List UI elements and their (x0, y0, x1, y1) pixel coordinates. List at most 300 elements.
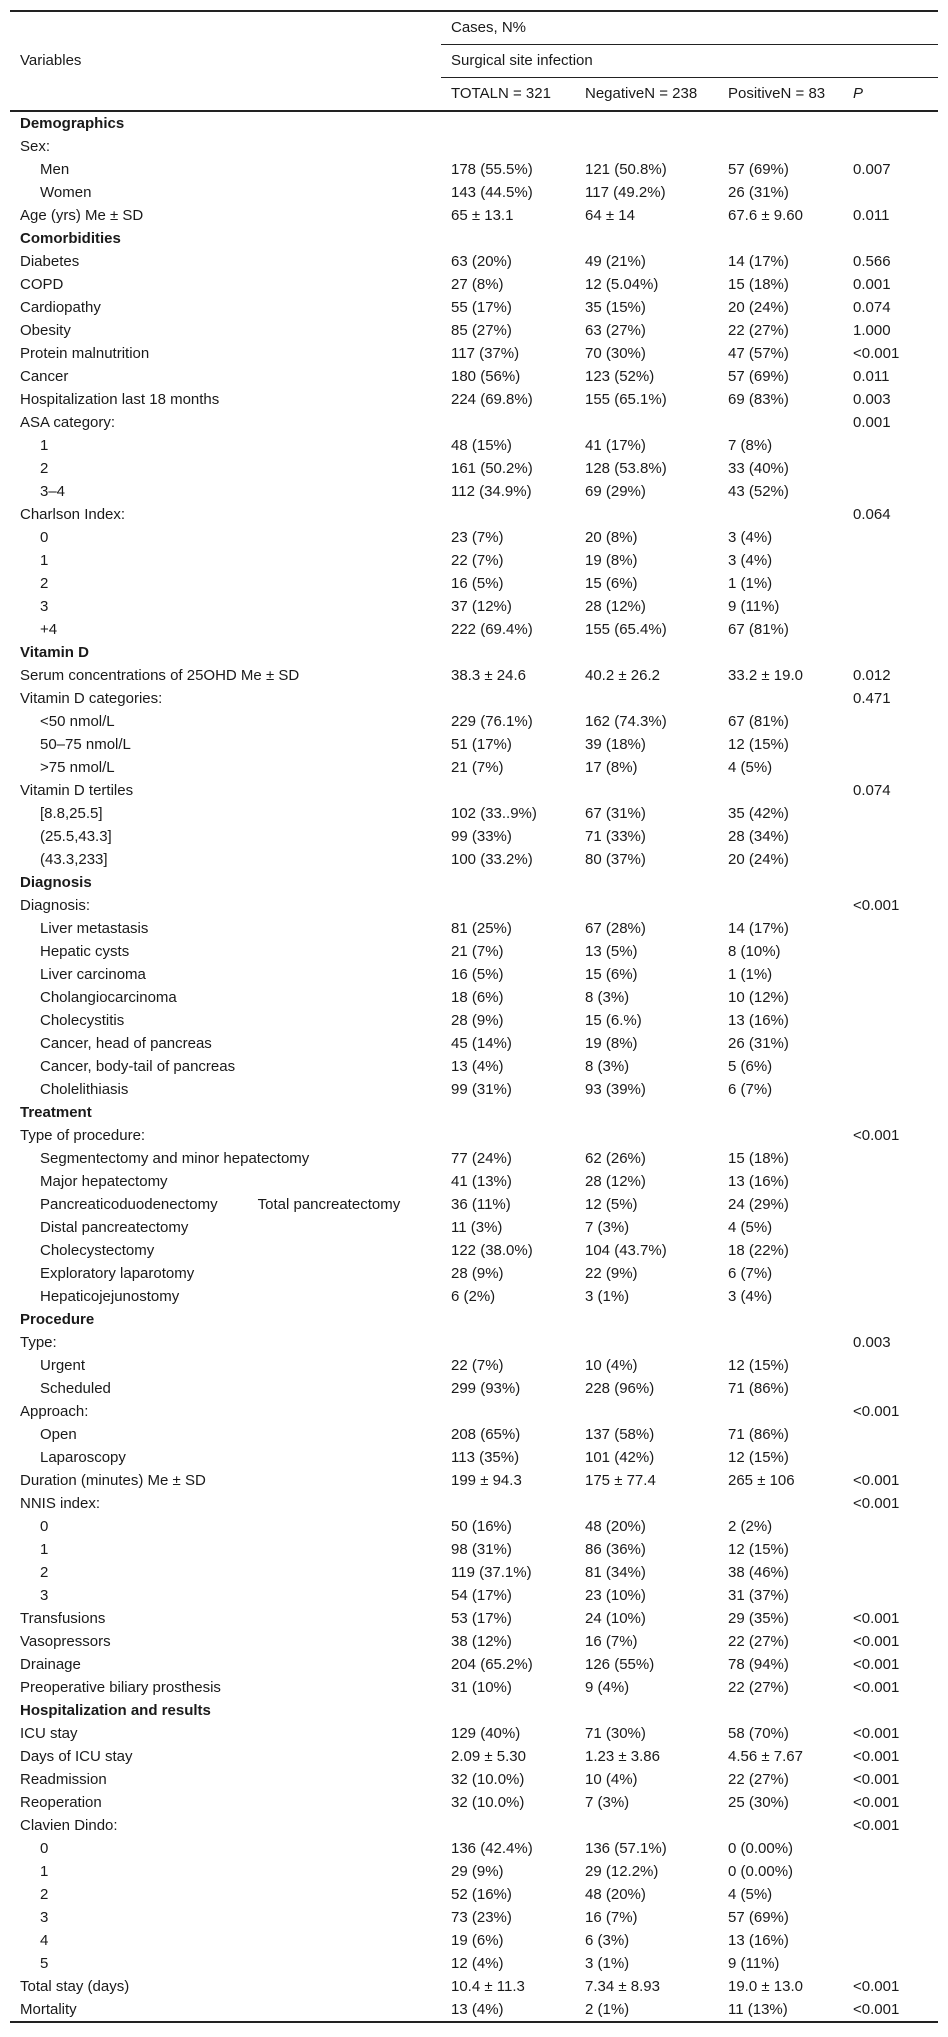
table-row (10, 894, 938, 917)
negative-cell: 155 (65.4%) (585, 621, 667, 638)
negative-cell: 12 (5.04%) (585, 276, 659, 293)
total-cell: 224 (69.8%) (451, 391, 533, 408)
negative-cell: 117 (49.2%) (585, 184, 666, 201)
total-cell (441, 1400, 575, 1423)
p-value-cell (843, 434, 938, 457)
row-label: Clavien Dindo: (20, 1817, 118, 1834)
row-label: 1 (40, 437, 49, 454)
total-cell: 31 (10%) (451, 1679, 512, 1696)
p-value-cell: 0.012 (853, 667, 891, 684)
positive-cell: 11 (13%) (718, 1998, 843, 2022)
positive-cell: 20 (24%) (728, 299, 789, 316)
p-value-cell (843, 526, 938, 549)
total-cell: 37 (12%) (451, 598, 512, 615)
negative-cell: 35 (15%) (585, 299, 646, 316)
positive-cell: 69 (83%) (728, 391, 789, 408)
positive-cell: 67 (81%) (728, 621, 789, 638)
positive-cell: 13 (16%) (728, 1173, 789, 1190)
row-label: 2 (40, 575, 49, 592)
p-value-cell (843, 457, 938, 480)
negative-cell: 10 (4%) (585, 1771, 638, 1788)
row-label: 2 (40, 1564, 49, 1581)
positive-cell (718, 1331, 843, 1354)
row-label: Laparoscopy (40, 1449, 126, 1466)
row-label: Approach: (20, 1403, 89, 1420)
row-label: Transfusions (20, 1610, 106, 1627)
negative-cell: 15 (6%) (585, 575, 638, 592)
positive-cell: 12 (15%) (728, 1541, 789, 1558)
negative-cell (575, 411, 718, 434)
negative-cell: 70 (30%) (585, 345, 646, 362)
positive-cell (718, 503, 843, 526)
total-cell: 143 (44.5%) (451, 184, 533, 201)
negative-cell: 3 (1%) (585, 1288, 630, 1305)
total-cell: 63 (20%) (451, 253, 512, 270)
p-value-cell (843, 1216, 938, 1239)
row-label: Cholelithiasis (40, 1081, 129, 1098)
table-row (10, 1354, 938, 1377)
row-label (10, 1193, 441, 1216)
p-value-cell: 0.001 (853, 276, 891, 293)
row-label: Segmentectomy and minor hepatectomy (40, 1150, 310, 1167)
total-cell (441, 1492, 575, 1515)
positive-column-header: PositiveN = 83 (718, 78, 843, 112)
row-label: Open (40, 1426, 77, 1443)
p-value-cell: 0.011 (853, 368, 890, 385)
negative-cell: 7 (3%) (585, 1219, 630, 1236)
p-value-cell (843, 1584, 938, 1607)
negative-column-header: NegativeN = 238 (575, 78, 718, 112)
table-row (10, 111, 938, 135)
positive-cell: 12 (15%) (728, 1449, 789, 1466)
table-row (10, 250, 938, 273)
positive-cell: 4 (5%) (728, 1886, 773, 1903)
table-header (10, 11, 938, 111)
row-label: 5 (40, 1955, 49, 1972)
total-cell: 178 (55.5%) (451, 161, 533, 178)
table-row (10, 1032, 938, 1055)
negative-cell: 19 (8%) (585, 552, 638, 569)
positive-cell: 28 (34%) (728, 828, 789, 845)
p-column-header: P (843, 78, 938, 112)
p-value-cell (843, 1423, 938, 1446)
total-cell: 73 (23%) (451, 1909, 512, 1926)
row-label: <50 nmol/L (40, 713, 115, 730)
table-row (10, 1193, 938, 1216)
p-value-cell: <0.001 (853, 1771, 900, 1788)
table-row (10, 526, 938, 549)
total-cell: 65 ± 13.1 (451, 207, 514, 224)
p-value-cell: 0.064 (853, 506, 891, 523)
total-cell: 23 (7%) (451, 529, 504, 546)
positive-cell: 4 (5%) (728, 1219, 773, 1236)
positive-cell (718, 135, 843, 158)
positive-cell (718, 1814, 843, 1837)
p-value-cell: 0.566 (853, 253, 891, 270)
table-row (10, 871, 938, 894)
total-cell: 102 (33..9%) (451, 805, 537, 822)
positive-cell: 14 (17%) (728, 253, 789, 270)
row-label: Protein malnutrition (20, 345, 150, 362)
row-label: Cancer, body-tail of pancreas (40, 1058, 236, 1075)
positive-cell: 33 (40%) (728, 460, 789, 477)
total-cell (441, 503, 575, 526)
total-cell (441, 135, 575, 158)
negative-cell: 62 (26%) (585, 1150, 646, 1167)
negative-cell: 3 (1%) (585, 1955, 630, 1972)
negative-cell: 20 (8%) (585, 529, 638, 546)
table-row (10, 756, 938, 779)
row-label: Vasopressors (20, 1633, 111, 1650)
positive-cell: 3 (4%) (728, 529, 773, 546)
negative-cell: 24 (10%) (585, 1610, 646, 1627)
negative-cell: 7.34 ± 8.93 (585, 1978, 660, 1995)
total-cell: 208 (65%) (451, 1426, 521, 1443)
table-row (10, 779, 938, 802)
negative-cell: 64 ± 14 (585, 207, 635, 224)
negative-cell: 39 (18%) (585, 736, 646, 753)
section-heading: Comorbidities (20, 230, 121, 247)
total-cell: 38.3 ± 24.6 (451, 667, 526, 684)
cases-header: Cases, N% (441, 11, 938, 45)
p-value-cell (843, 802, 938, 825)
positive-cell: 20 (24%) (728, 851, 789, 868)
table-row (10, 1239, 938, 1262)
total-cell: 50 (16%) (451, 1518, 512, 1535)
positive-cell: 14 (17%) (728, 920, 789, 937)
p-value-cell: 1.000 (853, 322, 891, 339)
p-value-cell (843, 1860, 938, 1883)
positive-cell: 58 (70%) (728, 1725, 789, 1742)
negative-cell: 155 (65.1%) (585, 391, 667, 408)
section-heading: Diagnosis (20, 874, 92, 891)
p-value-cell (843, 1883, 938, 1906)
total-cell: 16 (5%) (451, 966, 504, 983)
negative-cell (575, 1400, 718, 1423)
section-heading: Vitamin D (20, 644, 89, 661)
row-label: Readmission (20, 1771, 107, 1788)
negative-cell: 8 (3%) (585, 1058, 630, 1075)
positive-cell (718, 411, 843, 434)
table-row (10, 1607, 938, 1630)
positive-cell: 24 (29%) (728, 1196, 789, 1213)
table-row (10, 1699, 938, 1722)
results-table (10, 10, 938, 2023)
p-value-cell: 0.001 (853, 414, 891, 431)
negative-cell: 29 (12.2%) (585, 1863, 659, 1880)
positive-cell: 25 (30%) (728, 1794, 789, 1811)
row-label: Mortality (10, 1998, 441, 2022)
total-cell: 100 (33.2%) (451, 851, 533, 868)
row-label-part: Total pancreatectomy (257, 1196, 401, 1213)
p-value-cell (843, 917, 938, 940)
table-row (10, 388, 938, 411)
table-row (10, 273, 938, 296)
p-value-cell (843, 1446, 938, 1469)
positive-cell: 3 (4%) (728, 1288, 773, 1305)
negative-cell: 126 (55%) (585, 1656, 655, 1673)
positive-cell: 0 (0.00%) (728, 1840, 794, 1857)
table-row (10, 1423, 938, 1446)
p-value-cell (843, 986, 938, 1009)
table-row (10, 1170, 938, 1193)
table-row (10, 1147, 938, 1170)
row-label: 0 (40, 1840, 49, 1857)
negative-cell (575, 779, 718, 802)
negative-cell: 28 (12%) (585, 598, 646, 615)
row-label: ICU stay (20, 1725, 78, 1742)
total-cell: 45 (14%) (451, 1035, 512, 1052)
total-cell: 81 (25%) (451, 920, 512, 937)
p-value-cell: <0.001 (853, 1748, 900, 1765)
p-value-cell (843, 825, 938, 848)
negative-cell: 17 (8%) (585, 759, 638, 776)
total-cell: 13 (4%) (451, 1058, 504, 1075)
positive-cell: 13 (16%) (728, 1012, 789, 1029)
total-cell: 12 (4%) (451, 1955, 504, 1972)
negative-cell: 9 (4%) (585, 1679, 630, 1696)
row-label: 1 (40, 552, 49, 569)
positive-cell: 15 (18%) (728, 1150, 789, 1167)
row-label: Cholecystitis (40, 1012, 125, 1029)
p-value-cell (843, 733, 938, 756)
table-row (10, 1722, 938, 1745)
table-row (10, 802, 938, 825)
p-value-cell (843, 940, 938, 963)
table-row (10, 687, 938, 710)
section-heading: Demographics (20, 115, 125, 132)
positive-cell: 18 (22%) (728, 1242, 789, 1259)
p-value-cell: <0.001 (853, 1633, 900, 1650)
row-label: 3 (40, 1587, 49, 1604)
table-row (10, 1768, 938, 1791)
positive-cell: 22 (27%) (728, 1771, 789, 1788)
total-cell: 28 (9%) (451, 1012, 504, 1029)
p-value-cell (843, 595, 938, 618)
table-row (10, 1446, 938, 1469)
total-cell: 112 (34.9%) (451, 483, 532, 500)
total-cell: 19 (6%) (451, 1932, 504, 1949)
p-value-cell (843, 1262, 938, 1285)
total-cell: 98 (31%) (451, 1541, 512, 1558)
table-row (10, 1561, 938, 1584)
negative-cell: 15 (6.%) (585, 1012, 642, 1029)
table-row (10, 1860, 938, 1883)
p-value-cell: 0.074 (853, 782, 891, 799)
positive-cell: 5 (6%) (728, 1058, 773, 1075)
table-row (10, 1101, 938, 1124)
negative-cell: 49 (21%) (585, 253, 646, 270)
positive-cell (718, 1492, 843, 1515)
row-label: Liver carcinoma (40, 966, 146, 983)
p-value-cell: 0.003 (853, 391, 891, 408)
total-cell: 204 (65.2%) (451, 1656, 533, 1673)
total-cell: 11 (3%) (451, 1219, 503, 1236)
table-row (10, 319, 938, 342)
positive-cell: 78 (94%) (728, 1656, 789, 1673)
p-value-cell (843, 618, 938, 641)
total-cell: 52 (16%) (451, 1886, 512, 1903)
table-row (10, 1952, 938, 1975)
negative-cell: 2 (1%) (575, 1998, 718, 2022)
negative-cell: 40.2 ± 26.2 (585, 667, 660, 684)
table-row (10, 1124, 938, 1147)
table-row (10, 618, 938, 641)
table-row (10, 825, 938, 848)
table-row (10, 733, 938, 756)
row-label: Cancer (20, 368, 69, 385)
positive-cell: 57 (69%) (728, 1909, 789, 1926)
positive-cell: 6 (7%) (728, 1265, 773, 1282)
table-row (10, 710, 938, 733)
table-row (10, 1331, 938, 1354)
row-label: Type of procedure: (20, 1127, 146, 1144)
table-row (10, 940, 938, 963)
total-cell: 41 (13%) (451, 1173, 512, 1190)
positive-cell (718, 687, 843, 710)
positive-cell: 4.56 ± 7.67 (728, 1748, 803, 1765)
ssi-header: Surgical site infection (441, 45, 938, 78)
p-value-cell: <0.001 (853, 1679, 900, 1696)
p-value-cell (843, 1055, 938, 1078)
positive-cell: 71 (86%) (728, 1426, 789, 1443)
row-label: Charlson Index: (20, 506, 126, 523)
p-value-cell (843, 135, 938, 158)
p-value-cell: <0.001 (853, 1725, 900, 1742)
total-cell: 51 (17%) (451, 736, 512, 753)
positive-cell: 15 (18%) (728, 276, 789, 293)
p-value-cell (843, 1538, 938, 1561)
p-value-cell (843, 756, 938, 779)
positive-cell (718, 1400, 843, 1423)
total-cell: 85 (27%) (451, 322, 512, 339)
negative-cell: 175 ± 77.4 (585, 1472, 656, 1489)
total-cell: 54 (17%) (451, 1587, 512, 1604)
row-label: Total stay (days) (20, 1978, 130, 1995)
table-row (10, 986, 938, 1009)
positive-cell: 6 (7%) (728, 1081, 773, 1098)
total-cell: 36 (11%) (451, 1196, 511, 1213)
row-label: 3 (40, 1909, 49, 1926)
row-label: Preoperative biliary prosthesis (20, 1679, 221, 1696)
row-label: Obesity (20, 322, 71, 339)
row-label: Hepatic cysts (40, 943, 130, 960)
p-value-cell (843, 848, 938, 871)
positive-cell: 1 (1%) (728, 966, 773, 983)
row-label: Vitamin D categories: (20, 690, 163, 707)
row-label: Exploratory laparotomy (40, 1265, 195, 1282)
table-row (10, 1745, 938, 1768)
row-label: 3–4 (40, 483, 66, 500)
positive-cell: 67 (81%) (728, 713, 789, 730)
table-row (10, 1285, 938, 1308)
table-row (10, 1538, 938, 1561)
total-cell: 28 (9%) (451, 1265, 504, 1282)
positive-cell: 29 (35%) (728, 1610, 789, 1627)
positive-cell (718, 894, 843, 917)
table-row (10, 181, 938, 204)
table-row (10, 595, 938, 618)
p-value-cell: 0.011 (853, 207, 890, 224)
p-value-cell (843, 1377, 938, 1400)
p-value-cell (843, 1906, 938, 1929)
positive-cell: 38 (46%) (728, 1564, 789, 1581)
variables-header: Variables (10, 11, 441, 111)
negative-cell: 137 (58%) (585, 1426, 655, 1443)
positive-cell: 22 (27%) (728, 1679, 789, 1696)
positive-cell: 31 (37%) (728, 1587, 789, 1604)
positive-cell: 1 (1%) (728, 575, 773, 592)
total-cell (441, 779, 575, 802)
table-row (10, 917, 938, 940)
positive-cell: 43 (52%) (728, 483, 789, 500)
negative-cell (575, 894, 718, 917)
p-value-cell (843, 480, 938, 503)
table-row (10, 1975, 938, 1998)
total-cell: 119 (37.1%) (451, 1564, 532, 1581)
negative-cell: 81 (34%) (585, 1564, 646, 1581)
positive-cell: 13 (16%) (728, 1932, 789, 1949)
table-row (10, 480, 938, 503)
positive-cell (718, 779, 843, 802)
p-value-cell: <0.001 (853, 897, 900, 914)
row-label: Serum concentrations of 25OHD Me ± SD (20, 667, 300, 684)
table-row (10, 1308, 938, 1331)
table-row (10, 1009, 938, 1032)
total-cell: 29 (9%) (451, 1863, 504, 1880)
row-label: (43.3,233] (40, 851, 108, 868)
p-value-cell: 0.003 (853, 1334, 891, 1351)
table-row (10, 1630, 938, 1653)
table-row (10, 1584, 938, 1607)
negative-cell: 28 (12%) (585, 1173, 646, 1190)
p-value-cell (843, 549, 938, 572)
p-value-cell (843, 181, 938, 204)
total-cell: 136 (42.4%) (451, 1840, 533, 1857)
negative-cell: 63 (27%) (585, 322, 646, 339)
row-label: Age (yrs) Me ± SD (20, 207, 144, 224)
table-row (10, 503, 938, 526)
table-row (10, 457, 938, 480)
row-label: >75 nmol/L (40, 759, 115, 776)
row-label: (25.5,43.3] (40, 828, 112, 845)
row-label: COPD (20, 276, 64, 293)
table-row (10, 1492, 938, 1515)
negative-cell: 67 (31%) (585, 805, 646, 822)
row-label: 0 (40, 529, 49, 546)
row-label: Men (40, 161, 70, 178)
total-cell: 22 (7%) (451, 1357, 504, 1374)
positive-cell: 7 (8%) (728, 437, 773, 454)
total-cell: 38 (12%) (451, 1633, 512, 1650)
row-label: Reoperation (20, 1794, 102, 1811)
section-heading: Treatment (20, 1104, 92, 1121)
total-cell: 122 (38.0%) (451, 1242, 533, 1259)
p-value-cell: <0.001 (853, 1978, 900, 1995)
p-value-cell (843, 1170, 938, 1193)
p-value-cell (843, 1952, 938, 1975)
p-value-cell (843, 1032, 938, 1055)
row-label: Diabetes (20, 253, 80, 270)
negative-cell: 80 (37%) (585, 851, 646, 868)
p-value-cell: <0.001 (853, 1817, 900, 1834)
p-value-cell: <0.001 (853, 345, 900, 362)
table-row (10, 411, 938, 434)
positive-cell: 57 (69%) (728, 161, 789, 178)
positive-cell: 0 (0.00%) (728, 1863, 794, 1880)
table-row (10, 204, 938, 227)
total-cell: 299 (93%) (451, 1380, 521, 1397)
